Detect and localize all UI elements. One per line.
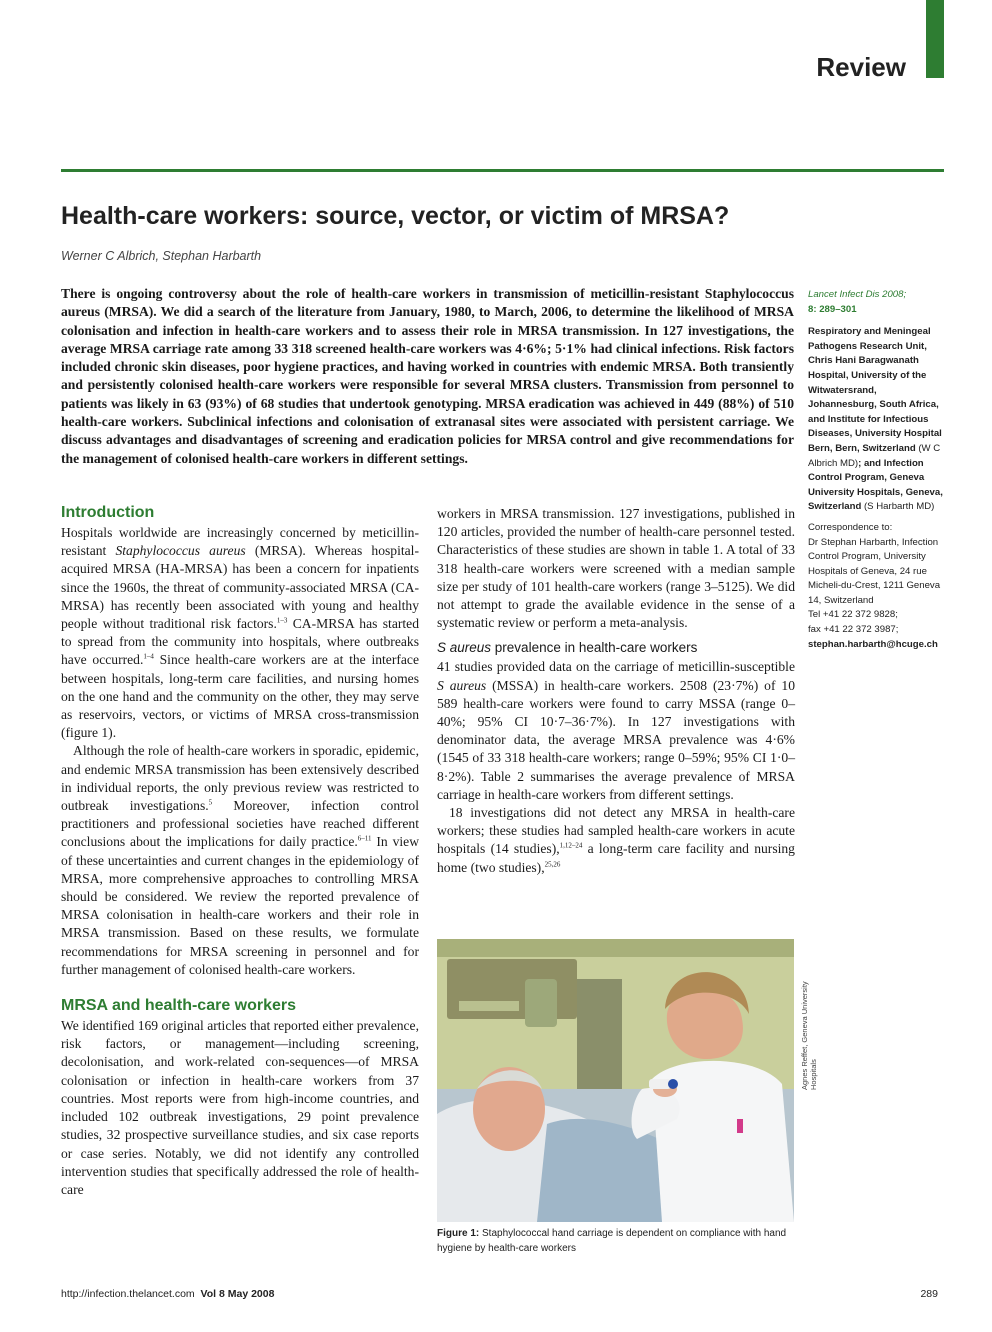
intro-paragraph-1: Hospitals worldwide are increasingly concerned by meticillin-resistant Staphylococcus aureus (MRSA). Whereas hospital-acquired MRSA (HA-MRSA) has been a concern for inpatients since the 1960s, the threat of community-associated MRSA (CA-MRSA) has recently been associated with young and healthy people without traditional risk factors.$^{1-3}$ CA-MRSA has started to spread from the community into hospitals, where outbreaks have occurred.$^{1-4}$ Since health-care workers are at the interface between hospitals, long-term care facilities, and nursing homes on the one hand and the community on the other, they may serve as reservoirs, vectors, or victims of MRSA cross-transmission (figure 1). bbox=[61, 525, 419, 741]
prevalence-heading: S aureus prevalence in health-care workers bbox=[437, 640, 698, 656]
reference[interactable]: 1–4 bbox=[143, 652, 154, 661]
correspondence-name: Dr Stephan Harbarth, Infection Control Program, University Hospitals of Geneva, 24 rue Micheli-du-Crest, 1211 Geneva 14, Switzerland bbox=[808, 536, 941, 606]
ceiling-shadow bbox=[437, 939, 794, 957]
footer-url[interactable]: http://infection.thelancet.com bbox=[61, 1288, 195, 1300]
article-authors: Werner C Albrich, Stephan Harbarth bbox=[61, 249, 262, 263]
bed-lamp bbox=[525, 979, 557, 1027]
col2-paragraph-1: workers in MRSA transmission. 127 investigations, published in 120 articles, provided the number of health-care personnel tested. Characteristics of these studies are shown in table 1. A total of 33 318 health-care workers were screened with a median sample size per study of 101 health-care workers (range 3–5125). We did not attempt to grade the available evidence in the sense of a systematic review or perform a meta-analysis. bbox=[437, 506, 795, 631]
mrsa-paragraph-1: We identified 169 original articles that reported either prevalence, risk factors, or management—including screening, decolonisation, and work-related con-sequences—of MRSA colonisation or infection in health-care workers from 37 countries. Most reports were from high-income countries, and included 102 outbreak investigations, 29 point prevalence studies, 32 prospective surveillance studies, and six case reports or case series. Notably, we did not identify any controlled intervention studies that specifically addressed the role of health-care bbox=[61, 1018, 419, 1197]
affiliation-2-author: (S Harbarth MD) bbox=[863, 501, 935, 513]
citation-volume: 8: 289–301 bbox=[808, 303, 857, 315]
correspondence bbox=[808, 521, 948, 652]
reference[interactable]: 5 bbox=[208, 798, 213, 807]
column-right bbox=[437, 505, 795, 877]
footer-left bbox=[61, 1288, 274, 1300]
prevalence-paragraph-1: 41 studies provided data on the carriage of meticillin-susceptible S aureus (MSSA) in health-care workers. 2508 (23·7%) of 10 589 health-care workers were found to carry MSSA (range 0–40%; 95% CI 10·7–36·7%). In 127 investigations with denominator data, the average MRSA prevalence was 4·6% (1545 of 33 318 health-care workers; range 0–59%; 95% CI 1·0–8·2%). Table 2 summarises the average prevalence of MRSA carriage in health-care workers from different settings. bbox=[437, 659, 795, 802]
pen bbox=[737, 1119, 743, 1133]
affiliation-1-author: (W C Albrich MD) bbox=[808, 442, 941, 469]
photo-credit: Agnes Reffet, Geneva University Hospitals bbox=[800, 981, 818, 1090]
affiliation-2: ; and Infection Control Program, Geneva University Hospitals, Geneva, Switzerland bbox=[808, 457, 943, 513]
header-rule bbox=[61, 169, 944, 172]
intro-paragraph-2: Although the role of health-care workers in sporadic, epidemic, and endemic MRSA transmission has been extensively described in individual reports, the only previous review was restricted to outbreak investigations.$^5$ Moreover, infection control practitioners and professional societies have reached different conclusions about the implications for daily practice.$^{6-11}$ In view of these uncertainties and current changes in the epidemiology of MRSA, more comprehensive approaches to controlling MRSA should be considered. We review the reported prevalence of MRSA colonisation in health-care workers and their role in MRSA transmission. Based on these results, we formulate recommendations for MRSA screening in personnel and for further management of colonised health-care workers. bbox=[61, 743, 420, 977]
citation bbox=[808, 288, 948, 317]
intro-heading: Introduction bbox=[61, 504, 155, 521]
species-name: Staphylococcus aureus bbox=[115, 543, 246, 559]
page-number: 289 bbox=[920, 1288, 938, 1300]
correspondence-label: Correspondence to: bbox=[808, 521, 893, 533]
sanitizer-bottle bbox=[649, 1079, 671, 1089]
column-left bbox=[61, 502, 419, 1199]
photo-illustration bbox=[437, 939, 794, 1222]
reference[interactable]: 6–11 bbox=[357, 834, 372, 843]
prevalence-paragraph-2: 18 investigations did not detect any MRSA in health-care workers; these studies had sampled health-care workers in acute hospitals (14 studies),$^{1,12-24}$ a long-term care facility and nursing home (two studies),$^{25,26}$ bbox=[437, 805, 795, 875]
affiliations bbox=[808, 325, 948, 515]
correspondence-tel: Tel +41 22 372 9828; bbox=[808, 609, 898, 621]
mrsa-heading: MRSA and health-care workers bbox=[61, 997, 297, 1015]
correspondence-email[interactable]: stephan.harbarth@hcuge.ch bbox=[808, 638, 938, 650]
citation-year: 2008; bbox=[879, 289, 907, 300]
citation-journal: Lancet Infect Dis bbox=[808, 289, 880, 300]
header-accent-bar bbox=[926, 0, 944, 78]
reference[interactable]: 1–3 bbox=[276, 616, 288, 625]
figure-label: Figure 1: bbox=[437, 1228, 480, 1239]
abstract: There is ongoing controversy about the role of health-care workers in transmission of meticillin-resistant Staphylococcus aureus (MRSA). We did a search of the literature from January, 1980, to March, 2006, to determine the likelihood of MRSA colonisation and infection in health-care workers and to assess their role in MRSA transmission. In 127 investigations, the average MRSA carriage rate among 33 318 screened health-care workers was 4·6%; 5·1% had clinical infections. Risk factors included chronic skin diseases, poor hygiene practices, and having worked in countries with endemic MRSA. Both transiently and persistently colonised health-care workers were responsible for several MRSA clusters. Transmission from personnel to patients was likely in 63 (93%) of 68 studies that undertook genotyping. MRSA eradication was achieved in 449 (88%) of 510 health-care workers. Subclinical infections and colonisation of extranasal sites were associated with persistent carriage. We discuss advantages and disadvantages of screening and eradication policies for MRSA control and give recommendations for the management of colonised health-care workers in different settings. bbox=[61, 286, 794, 466]
correspondence-fax: fax +41 22 372 3987; bbox=[808, 624, 899, 636]
figure-caption: Figure 1: Staphylococcal hand carriage is dependent on compliance with hand hygiene by health-care workers bbox=[437, 1228, 787, 1254]
sidebar bbox=[808, 288, 948, 658]
species-name: S aureus bbox=[437, 677, 487, 693]
affiliation-1: Respiratory and Meningeal Pathogens Research Unit, Chris Hani Baragwanath Hospital, University of the Witwatersrand, Johannesburg, South Africa, and Institute for Infectious Diseases, University Hospital Bern, Bern, Switzerland bbox=[808, 326, 942, 454]
article-title: Health-care workers: source, vector, or victim of MRSA? bbox=[61, 202, 730, 230]
section-label: Review bbox=[816, 52, 906, 82]
wall-rail bbox=[459, 1001, 519, 1011]
sanitizer-cap bbox=[668, 1079, 678, 1089]
figure-1-photo bbox=[437, 939, 794, 1222]
reference[interactable]: 1,12–24 bbox=[559, 841, 583, 850]
reference[interactable]: 25,26 bbox=[544, 860, 561, 869]
footer-issue: Vol 8 May 2008 bbox=[200, 1288, 275, 1300]
